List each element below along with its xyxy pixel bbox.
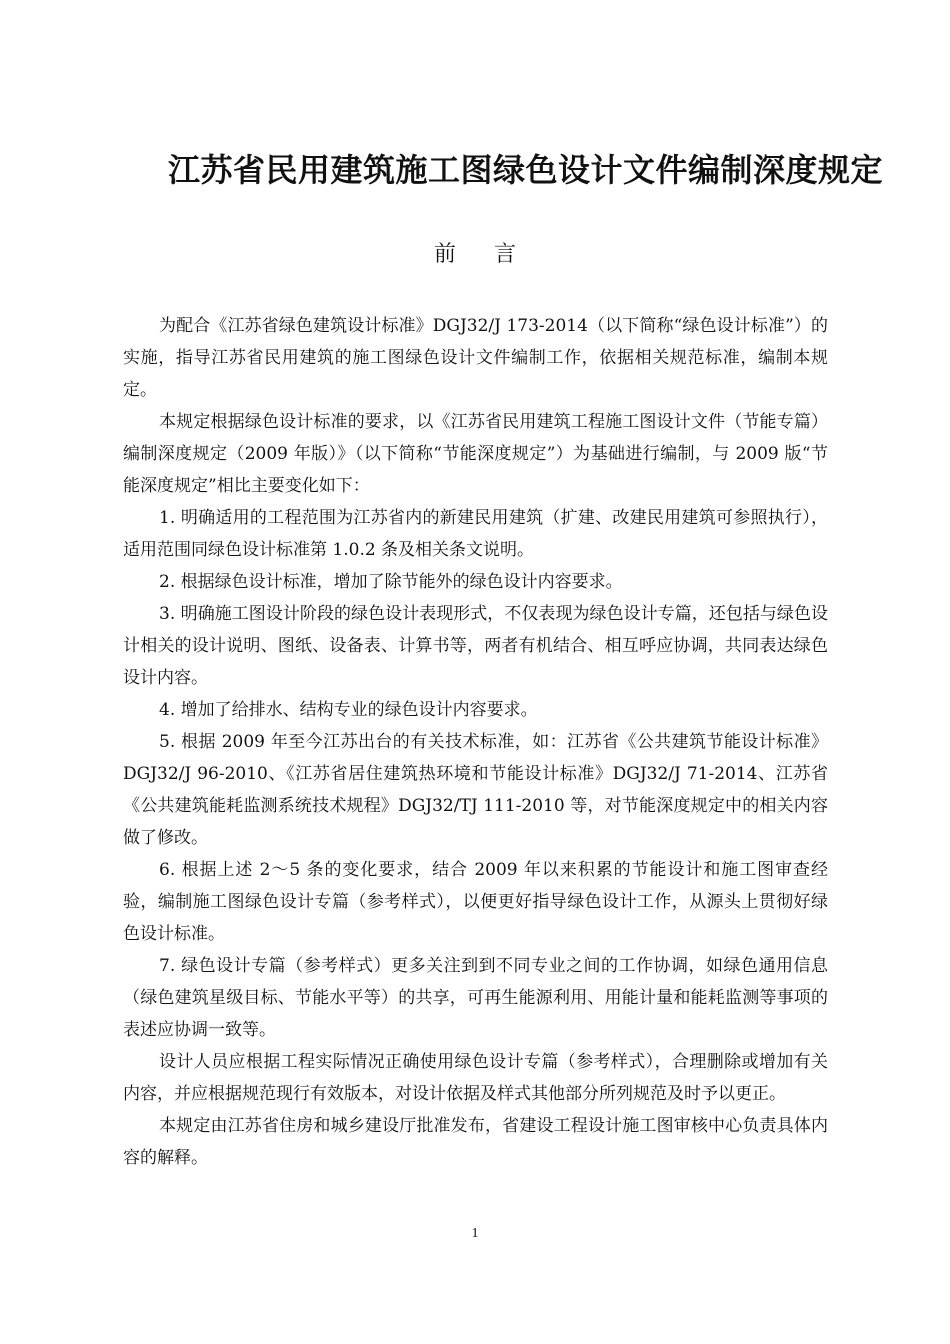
paragraph: 本规定根据绿色设计标准的要求，以《江苏省民用建筑工程施工图设计文件（节能专篇）编制深度规定（2009 年版）》（以下简称“节能深度规定”）为基础进行编制，与 2009 版“节能深度规定”相比主要变化如下： (123, 412, 828, 496)
paragraph: 3. 明确施工图设计阶段的绿色设计表现形式，不仅表现为绿色设计专篇，还包括与绿色设计相关的设计说明、图纸、设备表、计算书等，两者有机结合、相互呼应协调，共同表达绿色设计内容。 (123, 604, 828, 688)
paragraph: 7. 绿色设计专篇（参考样式）更多关注到到不同专业之间的工作协调，如绿色通用信息（绿色建筑星级目标、节能水平等）的共享，可再生能源利用、用能计量和能耗监测等事项的表述应协调一致等。 (123, 956, 828, 1040)
paragraph: 1. 明确适用的工程范围为江苏省内的新建民用建筑（扩建、改建民用建筑可参照执行），适用范围同绿色设计标准第 1.0.2 条及相关条文说明。 (123, 508, 828, 560)
section-heading-preface: 前言 (433, 242, 554, 267)
paragraph: 5. 根据 2009 年至今江苏出台的有关技术标准，如：江苏省《公共建筑节能设计标准》DGJ32/J 96-2010、《江苏省居住建筑热环境和节能设计标准》DGJ32/J 71-2014、江苏省《公共建筑能耗监测系统技术规程》DGJ32/TJ 111-2010 等，对节能深度规定中的相关内容做了修改。 (123, 732, 828, 848)
page-number: 1 (471, 1226, 479, 1241)
paragraph: 为配合《江苏省绿色建筑设计标准》DGJ32/J 173-2014（以下简称“绿色设计标准”）的实施，指导江苏省民用建筑的施工图绿色设计文件编制工作，依据相关规范标准，编制本规定。 (123, 316, 828, 400)
paragraph: 6. 根据上述 2～5 条的变化要求，结合 2009 年以来积累的节能设计和施工图审查经验，编制施工图绿色设计专篇（参考样式），以便更好指导绿色设计工作，从源头上贯彻好绿色设计标准。 (123, 860, 828, 944)
paragraph: 4. 增加了给排水、结构专业的绿色设计内容要求。 (159, 700, 538, 720)
paragraph: 2. 根据绿色设计标准，增加了除节能外的绿色设计内容要求。 (159, 572, 623, 592)
preface-body (123, 310, 828, 1174)
paragraph: 设计人员应根据工程实际情况正确使用绿色设计专篇（参考样式），合理删除或增加有关内容，并应根据规范现行有效版本，对设计依据及样式其他部分所列规范及时予以更正。 (123, 1052, 828, 1104)
document-title: 江苏省民用建筑施工图绿色设计文件编制深度规定 (168, 151, 884, 189)
paragraph: 本规定由江苏省住房和城乡建设厅批准发布，省建设工程设计施工图审核中心负责具体内容的解释。 (123, 1116, 828, 1168)
